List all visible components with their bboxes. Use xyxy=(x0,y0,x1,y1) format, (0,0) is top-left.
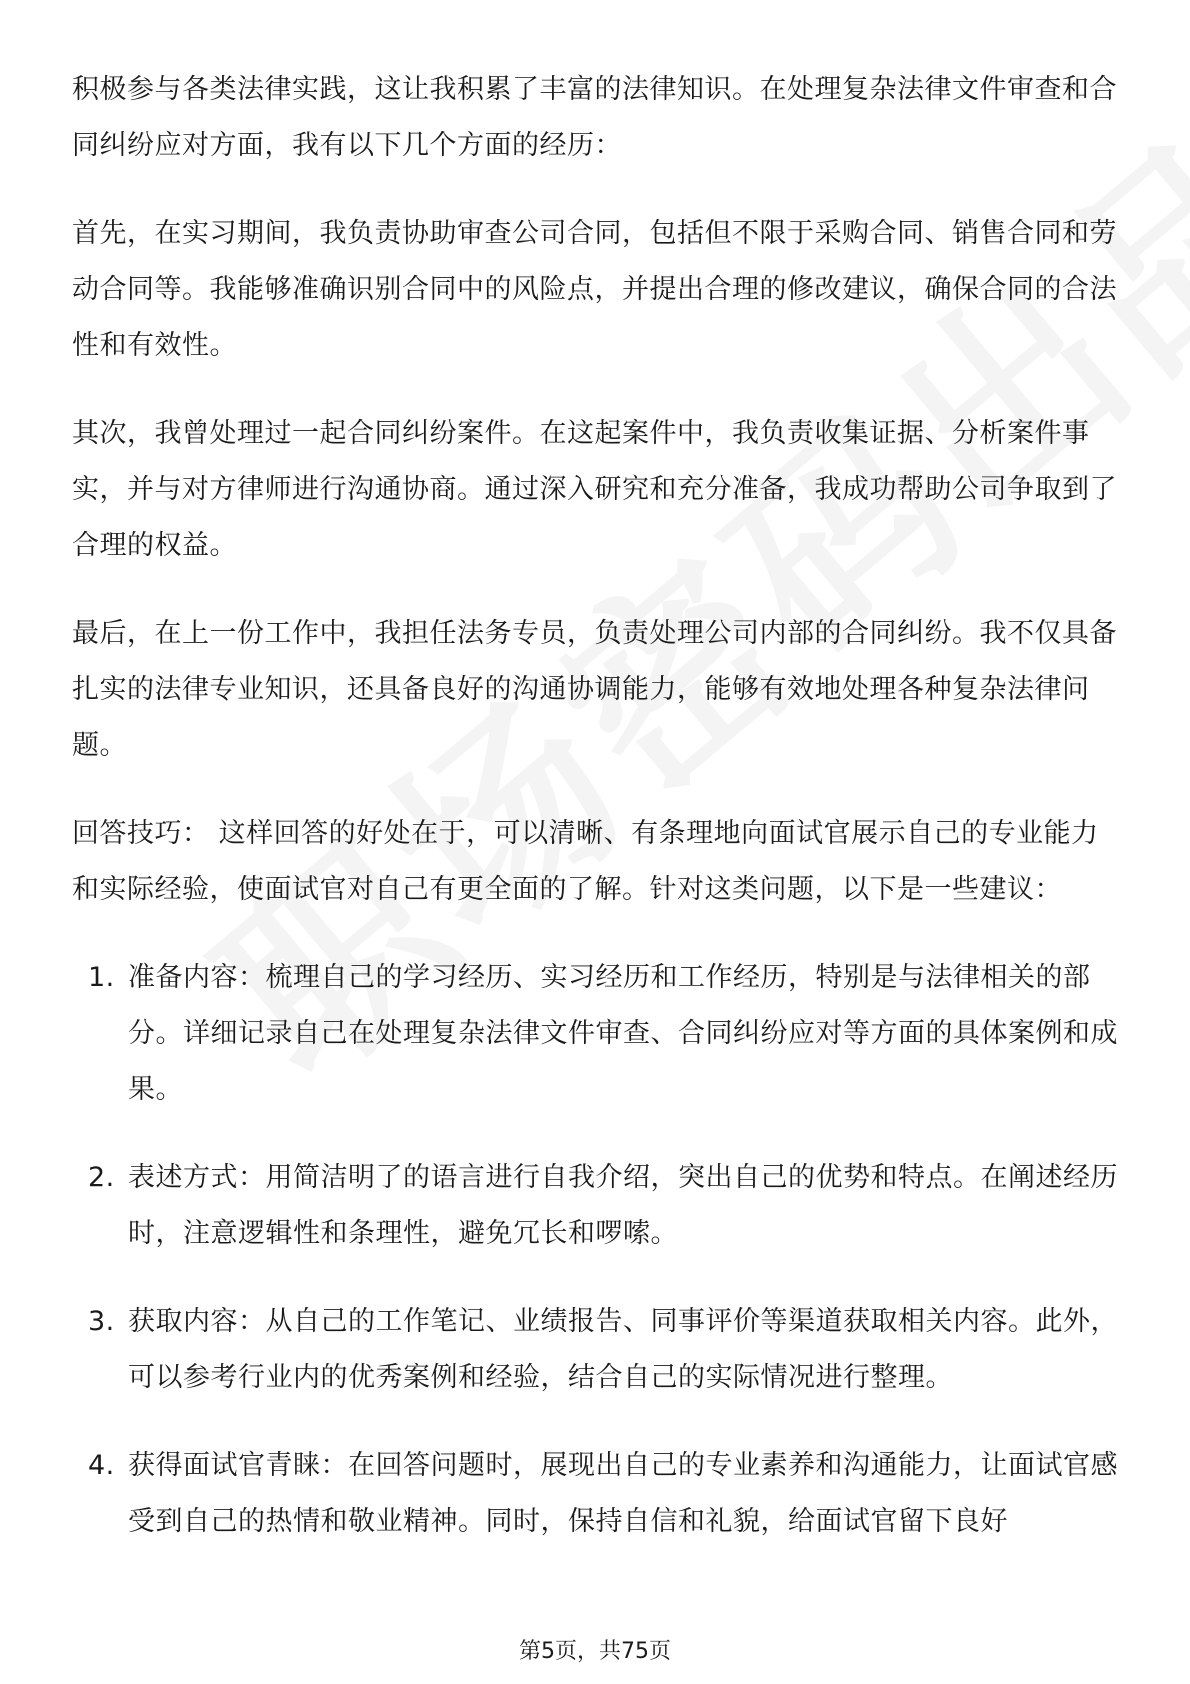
list-text: 准备内容：梳理自己的学习经历、实习经历和工作经历，特别是与法律相关的部分。详细记录自己在处理复杂法律文件审查、合同纠纷应对等方面的具体案例和成果。 xyxy=(128,962,1118,1105)
paragraph: 回答技巧： 这样回答的好处在于，可以清晰、有条理地向面试官展示自己的专业能力和实际经验，使面试官对自己有更全面的了解。针对这类问题，以下是一些建议： xyxy=(72,818,1099,905)
list-item xyxy=(72,1294,1122,1406)
paragraph: 其次，我曾处理过一起合同纠纷案件。在这起案件中，我负责收集证据、分析案件事实，并与对方律师进行沟通协商。通过深入研究和充分准备，我成功帮助公司争取到了合理的权益。 xyxy=(72,418,1117,561)
list-text: 获取内容：从自己的工作笔记、业绩报告、同事评价等渠道获取相关内容。此外，可以参考行业内的优秀案例和经验，结合自己的实际情况进行整理。 xyxy=(128,1306,1118,1393)
list-number: 4. xyxy=(88,1450,115,1481)
list-text: 表述方式：用简洁明了的语言进行自我介绍，突出自己的优势和特点。在阐述经历时，注意逻辑性和条理性，避免冗长和啰嗦。 xyxy=(128,1162,1118,1249)
list-item xyxy=(72,1438,1122,1550)
list-number: 3. xyxy=(88,1306,115,1337)
paragraph: 积极参与各类法律实践，这让我积累了丰富的法律知识。在处理复杂法律文件审查和合同纠纷应对方面，我有以下几个方面的经历： xyxy=(72,74,1117,161)
list-item xyxy=(72,950,1122,1118)
list-text: 获得面试官青睐：在回答问题时，展现出自己的专业素养和沟通能力，让面试官感受到自己的热情和敬业精神。同时，保持自信和礼貌，给面试官留下良好 xyxy=(128,1450,1118,1537)
tips-list xyxy=(72,950,1122,1550)
paragraph: 最后，在上一份工作中，我担任法务专员，负责处理公司内部的合同纠纷。我不仅具备扎实的法律专业知识，还具备良好的沟通协调能力，能够有效地处理各种复杂法律问题。 xyxy=(72,618,1117,761)
page-content xyxy=(72,62,1122,1582)
list-number: 2. xyxy=(88,1162,115,1193)
paragraph: 首先，在实习期间，我负责协助审查公司合同，包括但不限于采购合同、销售合同和劳动合同等。我能够准确识别合同中的风险点，并提出合理的修改建议，确保合同的合法性和有效性。 xyxy=(72,218,1117,361)
page-footer: 第5页，共75页 xyxy=(519,1639,671,1664)
list-number: 1. xyxy=(88,962,115,993)
list-item xyxy=(72,1150,1122,1262)
